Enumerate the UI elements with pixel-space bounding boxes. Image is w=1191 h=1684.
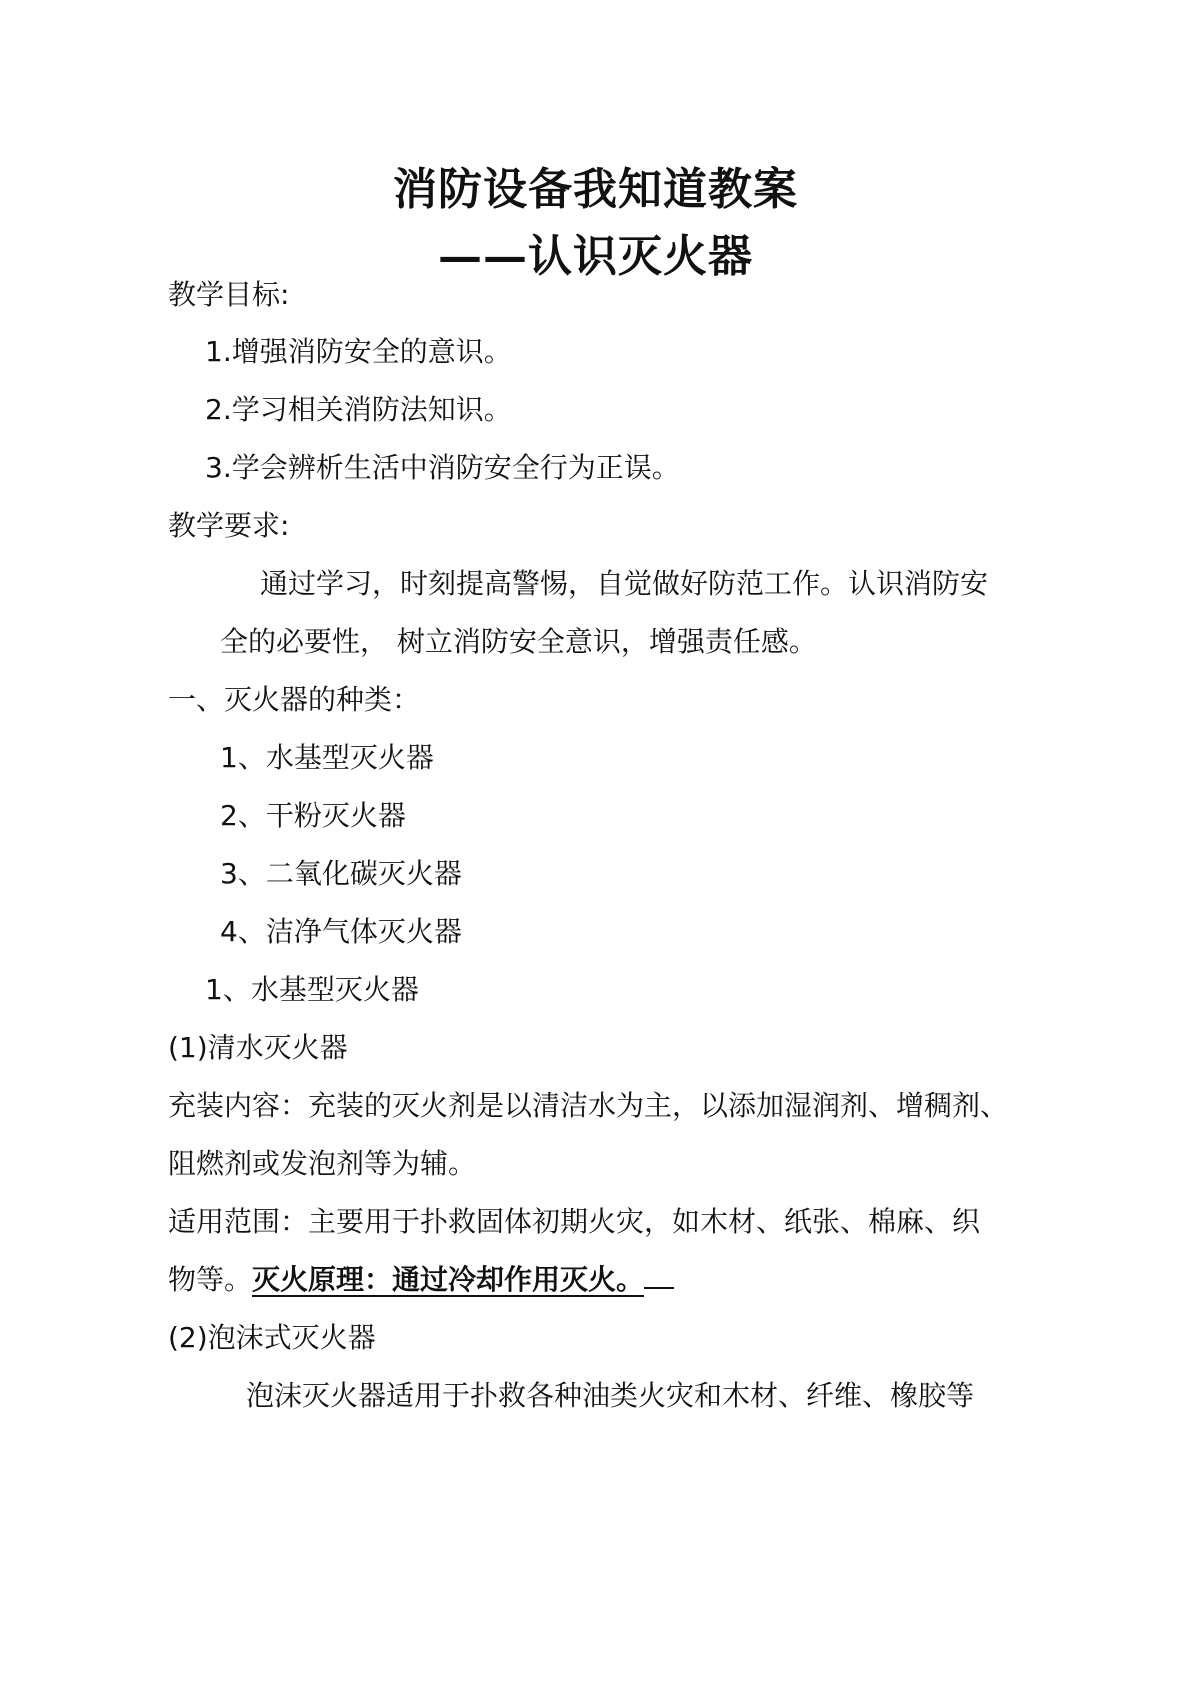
type-item-3: 3、二氧化碳灭火器: [220, 857, 462, 890]
paomo-heading: (2)泡沫式灭火器: [168, 1321, 376, 1354]
qingshui-fill-line-1: 充装内容：充装的灭火剂是以清洁水为主，以添加湿润剂、增稠剂、: [168, 1089, 1009, 1122]
qingshui-range-suffix: 物等。: [168, 1263, 253, 1296]
qingshui-fill-line-2: 阻燃剂或发泡剂等为辅。: [168, 1147, 477, 1180]
objective-item-3: 3.学会辨析生活中消防安全行为正误。: [205, 451, 680, 484]
type-item-2: 2、干粉灭火器: [220, 799, 406, 832]
qingshui-heading: (1)清水灭火器: [168, 1031, 348, 1064]
objectives-heading: 教学目标:: [168, 278, 290, 311]
document-title: 消防设备我知道教案: [393, 164, 798, 215]
objective-item-1: 1.增强消防安全的意识。: [205, 335, 512, 368]
subsection-heading-water: 1、水基型灭火器: [205, 973, 419, 1006]
extinguish-principle: 灭火原理：通过冷却作用灭火。: [252, 1263, 645, 1296]
qingshui-range-line-2: [168, 1262, 674, 1298]
objective-item-2: 2.学习相关消防法知识。: [205, 393, 512, 426]
type-item-1: 1、水基型灭火器: [220, 741, 434, 774]
qingshui-range-line-1: 适用范围：主要用于扑救固体初期火灾，如木材、纸张、棉麻、织: [168, 1205, 981, 1238]
requirements-paragraph-line-2: 全的必要性， 树立消防安全意识，增强责任感。: [220, 625, 817, 658]
underline-trail: [644, 1265, 674, 1289]
type-item-4: 4、洁净气体灭火器: [220, 915, 462, 948]
paomo-paragraph-line-1: 泡沫灭火器适用于扑救各种油类火灾和木材、纤维、橡胶等: [246, 1379, 975, 1412]
section-heading-types: 一、灭火器的种类：: [168, 683, 421, 716]
requirements-paragraph-line-1: 通过学习，时刻提高警惕，自觉做好防范工作。认识消防安: [260, 567, 989, 600]
document-subtitle: ——认识灭火器: [438, 231, 753, 282]
requirements-heading: 教学要求:: [168, 509, 290, 542]
